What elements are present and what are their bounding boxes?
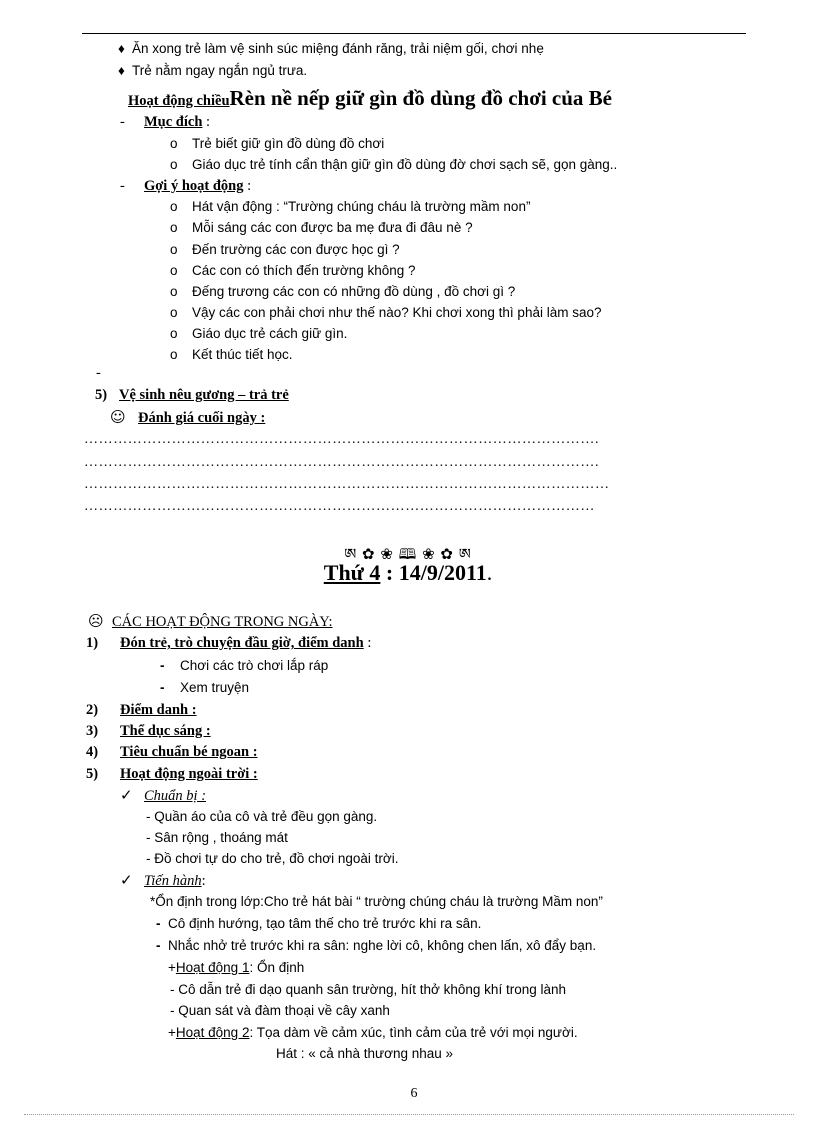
diamond-bullet-icon: ♦ <box>118 41 125 56</box>
act1-sub-2: - Quan sát và đàm thoại về cây xanh <box>170 1003 390 1018</box>
stray-dash: - <box>96 365 101 381</box>
header-rule <box>82 33 746 34</box>
activity-item-4 <box>86 743 258 761</box>
smiley-icon: ☺ <box>110 408 126 426</box>
suggest-item-text: Hát vận động : “Trường chúng cháu là trường mầm non” <box>192 199 531 214</box>
activity-number: 4) <box>86 744 99 760</box>
proc-label: Tiến hành <box>144 873 202 889</box>
welcome-sub-1: - Chơi các trò chơi lắp ráp <box>160 658 329 673</box>
afternoon-heading <box>128 86 612 113</box>
goal-item-2-text: Giáo dục trẻ tính cẩn thận giữ gìn đồ dùng đờ chơi sạch sẽ, gọn gàng.. <box>192 157 618 172</box>
activity-item-1 <box>86 634 371 652</box>
welcome-sub-2: - Xem truyện <box>160 680 250 695</box>
section5-title: Vệ sinh nêu gương – trả trẻ <box>119 387 289 403</box>
act2-song: Hát : « cả nhà thương nhau » <box>276 1046 454 1061</box>
activity-item-2 <box>86 701 197 719</box>
dotted-line-3: ……………………………………………………………………………………………… <box>84 477 610 492</box>
day-date: 14/9/2011 <box>398 560 487 585</box>
evaluation-label: Đánh giá cuối ngày : <box>138 410 266 426</box>
goal-item-2 <box>170 156 617 174</box>
activity-number: 2) <box>86 702 99 718</box>
suggest-colon: : <box>243 178 252 194</box>
dotted-line-1: ……………………………………………………………………………………………. <box>84 432 600 447</box>
suggest-item-6 <box>170 304 602 322</box>
suggest-item-5 <box>170 283 515 301</box>
suggest-item-text: Kết thúc tiết học. <box>192 347 293 362</box>
proc-colon: : <box>201 873 206 889</box>
goal-item-1 <box>170 135 384 153</box>
act1-text: : Ổn định <box>249 960 305 975</box>
act1-label: Hoạt động 1 <box>175 960 250 975</box>
intro-bullet-2 <box>118 62 307 80</box>
act1-line <box>168 959 304 977</box>
circle-bullet-icon: o <box>170 305 178 320</box>
activity-suffix: : <box>363 635 372 651</box>
prep-label: Chuẩn bị : <box>144 788 207 804</box>
suggest-item-2 <box>170 219 473 237</box>
dotted-line-4: …………………………………………………………………………………………… <box>84 499 595 514</box>
intro-bullet-2-text: Trẻ nằm ngay ngắn ngủ trưa. <box>132 63 308 78</box>
circle-bullet-icon: o <box>170 220 178 235</box>
page-number: 6 <box>410 1086 418 1101</box>
suggest-item-8 <box>170 346 293 364</box>
suggest-label: Gợi ý hoạt động <box>144 178 244 194</box>
suggest-item-7 <box>170 325 347 343</box>
afternoon-label: Hoạt động chiều <box>128 93 230 109</box>
footer-rule <box>24 1114 794 1115</box>
section5-number: 5) <box>95 387 108 403</box>
proc-line-3: - Nhắc nhở trẻ trước khi ra sân: nghe lời cô, không chen lấn, xô đẩy bạn. <box>156 938 597 953</box>
activity-label: Thể dục sáng : <box>120 723 211 739</box>
circle-bullet-icon: o <box>170 242 178 257</box>
activities-heading <box>88 612 332 631</box>
suggest-item-3 <box>170 241 400 259</box>
goal-heading: - Mục đích : <box>120 114 211 130</box>
act2-text: : Tọa dàm về cảm xúc, tình cảm của trẻ với mọi người. <box>249 1025 578 1040</box>
circle-bullet-icon: o <box>170 326 178 341</box>
activity-item-5 <box>86 765 258 783</box>
day-separator: : <box>380 560 399 585</box>
activity-number: 1) <box>86 635 99 651</box>
act2-label: Hoạt động 2 <box>175 1025 250 1040</box>
activity-item-3 <box>86 722 211 740</box>
diamond-bullet-icon: ♦ <box>118 63 125 78</box>
circle-bullet-icon: o <box>170 263 178 278</box>
proc-line-2-text: Cô định hướng, tạo tâm thế cho trẻ trước khi ra sân. <box>168 916 482 931</box>
suggest-item-text: Mỗi sáng các con được ba mẹ đưa đi đâu nè ? <box>192 220 473 235</box>
activity-label: Đón trẻ, trò chuyện đầu giờ, điểm danh <box>120 635 364 651</box>
circle-bullet-icon: o <box>170 136 178 151</box>
intro-bullet-1 <box>118 40 544 58</box>
checkmark-icon: ✓ <box>120 871 133 889</box>
prep-item-3: - Đồ chơi tự do cho trẻ, đồ chơi ngoài trời. <box>146 851 399 866</box>
checkmark-icon: ✓ <box>120 786 133 804</box>
welcome-sub-text: Xem truyện <box>180 680 250 695</box>
ornament-divider: ཨ ✿ ❀ 🕮 ❀ ✿ ཨ <box>344 547 472 563</box>
evaluation-heading <box>110 408 265 427</box>
circle-bullet-icon: o <box>170 199 178 214</box>
suggest-item-text: Các con có thích đến trường không ? <box>192 263 416 278</box>
day-heading <box>0 560 816 586</box>
suggest-item-4 <box>170 262 416 280</box>
suggest-item-text: Vậy các con phải chơi như thế nào? Khi chơi xong thì phải làm sao? <box>192 305 602 320</box>
suggest-item-text: Giáo dục trẻ cách giữ gìn. <box>192 326 348 341</box>
activity-label: Tiêu chuẩn bé ngoan : <box>120 744 258 760</box>
circle-bullet-icon: o <box>170 284 178 299</box>
proc-heading <box>120 871 206 890</box>
circle-bullet-icon: o <box>170 347 178 362</box>
goal-item-1-text: Trẻ biết giữ gìn đồ dùng đồ chơi <box>192 136 385 151</box>
intro-bullet-1-text: Ăn xong trẻ làm vệ sinh súc miệng đánh răng, trải niệm gối, chơi nhẹ <box>132 41 544 56</box>
circle-bullet-icon: o <box>170 157 178 172</box>
prep-item-1: - Quần áo của cô và trẻ đều gọn gàng. <box>146 809 378 824</box>
goal-colon: : <box>202 114 211 130</box>
prep-item-2: - Sân rộng , thoáng mát <box>146 830 288 845</box>
act1-plus: + <box>168 960 176 975</box>
suggest-item-text: Đến trường các con được học gì ? <box>192 242 400 257</box>
activity-label: Điểm danh : <box>120 702 197 718</box>
activity-label: Hoạt động ngoài trời : <box>120 766 258 782</box>
activity-number: 3) <box>86 723 99 739</box>
prep-heading <box>120 786 206 805</box>
activities-title: CÁC HOẠT ĐỘNG TRONG NGÀY: <box>112 614 333 630</box>
afternoon-title: Rèn nề nếp giữ gìn đồ dùng đồ chơi của Bé <box>229 86 612 110</box>
proc-line-1: *Ổn định trong lớp:Cho trẻ hát bài “ trường chúng cháu là trường Mầm non” <box>150 894 603 909</box>
goal-label: Mục đích <box>144 114 203 130</box>
day-label: Thứ 4 <box>323 560 381 585</box>
suggest-heading: - Gợi ý hoạt động : <box>120 178 252 194</box>
act2-line <box>168 1024 578 1042</box>
proc-line-2: - Cô định hướng, tạo tâm thế cho trẻ trước khi ra sân. <box>156 916 482 931</box>
section5-heading <box>95 386 289 404</box>
suggest-item-text: Đếng trương các con có những đồ dùng , đồ chơi gì ? <box>192 284 516 299</box>
activity-number: 5) <box>86 766 99 782</box>
day-period: . <box>486 560 493 585</box>
dotted-line-2: ……………………………………………………………………………………………. <box>84 455 600 470</box>
act2-plus: + <box>168 1025 176 1040</box>
suggest-item-1 <box>170 198 530 216</box>
act1-sub-1: - Cô dẫn trẻ đi dạo quanh sân trường, hít thở không khí trong lành <box>170 982 566 997</box>
welcome-sub-text: Chơi các trò chơi lắp ráp <box>180 658 329 673</box>
proc-line-3-text: Nhắc nhở trẻ trước khi ra sân: nghe lời cô, không chen lấn, xô đẩy bạn. <box>168 938 597 953</box>
frown-icon: ☹ <box>88 612 104 630</box>
